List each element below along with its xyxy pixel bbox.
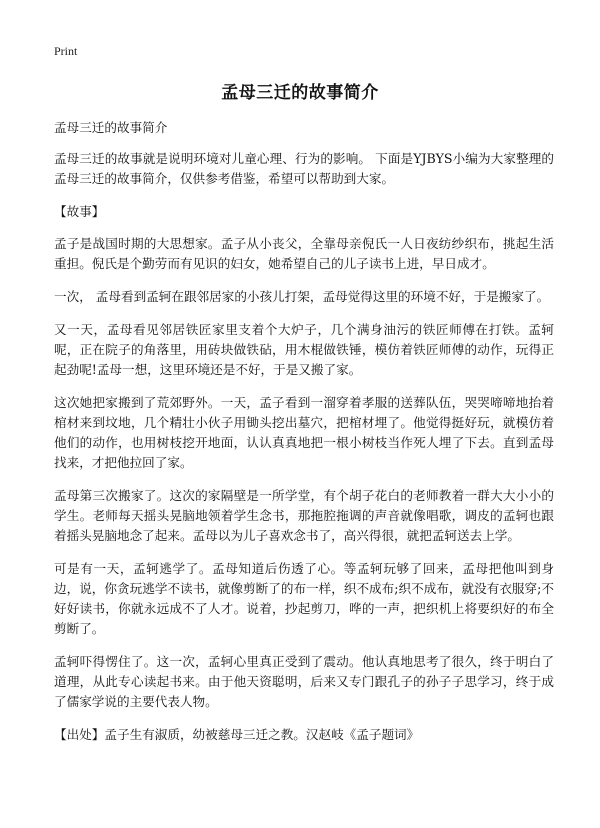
source-paragraph: 【出处】孟子生有淑质，幼被慈母三迁之教。汉赵岐《孟子题词》: [54, 727, 420, 742]
page-title: 孟母三迁的故事简介: [221, 83, 379, 103]
article-subtitle: 孟母三迁的故事简介: [54, 120, 168, 135]
intro-paragraph: 孟母三迁的故事就是说明环境对儿童心理、行为的影响。 下面是YJBYS小编为大家整理的孟母三迁的故事简介，仅供参考借鉴，希望可以帮助到大家。: [54, 151, 554, 186]
story-paragraph: 一次， 孟母看到孟轲在跟邻居家的小孩儿打架，孟母觉得这里的环境不好，于是搬家了。: [54, 289, 550, 304]
article-body: [54, 118, 554, 758]
story-paragraph: 又一天，孟母看见邻居铁匠家里支着个大炉子，几个满身油污的铁匠师傅在打铁。孟轲呢，正在院子的角落里，用砖块做铁砧，用木棍做铁锤，模仿着铁匠师傅的动作，玩得正起劲呢!孟母一想，这里环境还是不好，于是又搬了家。: [54, 322, 554, 377]
story-paragraph: 这次她把家搬到了荒郊野外。一天，孟子看到一溜穿着孝服的送葬队伍，哭哭啼啼地抬着棺材来到坟地，几个精壮小伙子用锄头挖出墓穴，把棺材埋了。他觉得挺好玩，就模仿着他们的动作，也用树枝挖开地面，认认真真地把一根小树枝当作死人埋了下去。直到孟母找来，才把他拉回了家。: [54, 395, 554, 470]
story-paragraph: 孟子是战国时期的大思想家。孟子从小丧父，全靠母亲倪氏一人日夜纺纱织布，挑起生活重担。倪氏是个勤劳而有见识的妇女，她希望自己的儿子读书上进，早日成才。: [54, 236, 554, 271]
print-link[interactable]: Print: [54, 44, 78, 58]
section-heading-story: 【故事】: [54, 204, 105, 219]
story-paragraph: 孟母第三次搬家了。这次的家隔壁是一所学堂，有个胡子花白的老师教着一群大大小小的学生。老师每天摇头晃脑地领着学生念书，那拖腔拖调的声音就像唱歌，调皮的孟轲也跟着摇头晃脑地念了起来。孟母以为儿子喜欢念书了，高兴得很，就把孟轲送去上学。: [54, 488, 554, 543]
story-paragraph: 可是有一天，孟轲逃学了。孟母知道后伤透了心。等孟轲玩够了回来，孟母把他叫到身边，说，你贪玩逃学不读书，就像剪断了的布一样，织不成布;织不成布，就没有衣服穿;不好好读书，你就永远成不了人才。说着，抄起剪刀，哗的一声，把织机上将要织好的布全剪断了。: [54, 561, 554, 636]
story-paragraph: 孟轲吓得愣住了。这一次，孟轲心里真正受到了震动。他认真地思考了很久，终于明白了道理，从此专心读起书来。由于他天资聪明，后来又专门跟孔子的孙子子思学习，终于成了儒家学说的主要代表人物。: [54, 654, 554, 709]
